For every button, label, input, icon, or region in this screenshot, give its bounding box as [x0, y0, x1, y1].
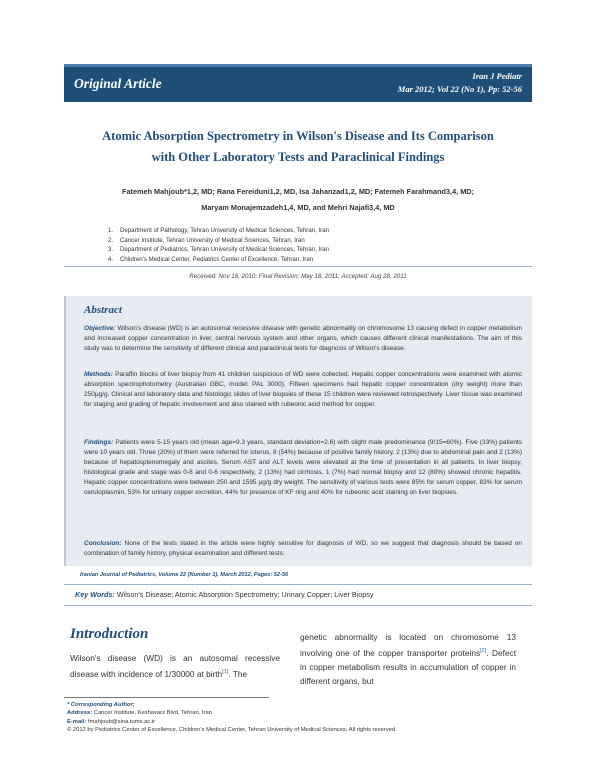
- email-link[interactable]: fmahjoub@sina.tums.ac.ir: [87, 718, 156, 725]
- reference-link[interactable]: [2]: [480, 648, 487, 654]
- abstract-findings: [84, 438, 522, 498]
- authors-line-2: Maryam Monajemzadeh1,4, MD, and Mehri Najafi3,4, MD: [201, 203, 395, 212]
- introduction-right-column: [300, 630, 516, 688]
- journal-banner: [64, 64, 532, 102]
- keywords-top-rule: [64, 584, 532, 585]
- journal-name: Iran J Pediatr: [472, 71, 522, 81]
- affiliation-item: [108, 255, 528, 265]
- introduction-left-column: [70, 651, 280, 681]
- footnote-rule: [64, 697, 269, 698]
- address-text: Cancer Institute, Keshavarz Blvd, Tehran, Iran: [93, 710, 212, 717]
- affiliation-text: Cancer Institute, Tehran University of Medical Sciences, Tehran, Iran: [120, 236, 305, 244]
- intro-right-text-1: genetic abnormality is located on chromosome 13 involving one of the copper transporter proteins: [300, 632, 516, 658]
- keywords-label: Key Words:: [75, 590, 115, 599]
- findings-label: Findings:: [84, 439, 114, 446]
- title-line-2: with Other Laboratory Tests and Paraclinical Findings: [151, 150, 445, 164]
- journal-citation: Iranian Journal of Pediatrics, Volume 22 (Number 1), March 2012, Pages: 52-56: [80, 572, 289, 578]
- conclusion-text: None of the tests stated in the article were highly sensitive for diagnosis of WD, so we suggest that diagnosis should be based on combination of family history, physical examination and different tests.: [84, 540, 523, 557]
- keywords-bottom-rule: [64, 605, 532, 606]
- email-label: E-mail:: [67, 718, 87, 725]
- footnotes: [67, 701, 397, 735]
- abstract-box: [64, 296, 532, 566]
- address-label: Address:: [67, 710, 93, 717]
- abstract-heading: Abstract: [84, 304, 122, 316]
- affiliation-item: [108, 226, 528, 236]
- affiliation-item: [108, 236, 528, 246]
- affiliation-number: 3.: [108, 246, 114, 253]
- objective-text: Wilson's disease (WD) is an autosomal recessive disease with genetic abnormality on chromosome 13 causing defect in copper metabolism and increased copper concentration in liver, central nervous system and other organs, which causes different clinical manifestations. The aim of this study was to determine the sensitivity of different clinical and paraclinical tests for diagnosis of Wilson's disease.: [84, 325, 522, 352]
- affiliation-number: 1.: [108, 227, 114, 234]
- reference-link[interactable]: [1]: [222, 669, 229, 675]
- methods-text: Paraffin blocks of liver biopsy from 41 children suspicious of WD were collected. Hepatic copper concentrations were examined with atomic absorption spectrophotometry (Australian GBC, model: PAL 3000). Fifteen specimens had hepatic copper concentration (dry weight) more than 250μg/g. Clinical and laboratory data and histologic slides of liver biopsies of these 15 children were reviewed retrospectively. Liver tissue was examined for staging and grading of hepatic involvement and also stained with rubeonic acid method for copper.: [84, 371, 522, 408]
- paper-title: [64, 126, 532, 168]
- section-divider: [64, 266, 532, 267]
- findings-text: Patients were 5-15 years old (mean age=9.3 years, standard deviation=2.6) with slight male predominance (9/15=60%). Five (33%) patients were 10 years old. Three (20%) of them were referred for icterus, 8 (54%) because of positive family history, 2 (13%) due to abdominal pain and 2 (13%) because of hepatosplenomegaly and ascites. Serum AST and ALT levels were elevated at the time of presentation in all patients. In liver biopsy, histological grade and stage was 0-8 and 0-6 respectively, 2 (13%) had cirrhosis, 1 (7%) had normal biopsy and 12 (80%) showed chronic hepatitis. Hepatic copper concentrations were between 250 and 1595 μg/g dry weight. The sensitivity of various tests were 85% for serum copper, 83% for serum ceruloplasmin, 53% for urinary copper excretion, 44% for presence of KF ring and 40% for rubeonic acid staining on liver biopsies.: [84, 439, 522, 496]
- keywords: [75, 590, 373, 599]
- affiliation-list: [108, 226, 528, 264]
- journal-info: [398, 70, 522, 96]
- affiliation-text: Children's Medical Center, Pediatrics Center of Excellence, Tehran, Iran: [120, 255, 314, 263]
- submission-dates: Received: Nov 18, 2010; Final Revision: May 18, 2011; Accepted: Aug 28, 2011: [189, 273, 407, 280]
- author-email: [67, 718, 397, 726]
- conclusion-label: Conclusion:: [84, 540, 122, 547]
- intro-left-tail: . The: [228, 668, 248, 679]
- keywords-text: Wilson's Disease; Atomic Absorption Spectrometry; Urinary Copper; Liver Biopsy: [116, 590, 374, 599]
- intro-left-text: Wilson's disease (WD) is an autosomal recessive disease with incidence of 1/30000 at birth: [70, 653, 280, 679]
- abstract-methods: [84, 370, 522, 410]
- title-line-1: Atomic Absorption Spectrometry in Wilson's Disease and Its Comparison: [102, 129, 494, 143]
- intro-right-text-2: . Defect in copper metabolism results in accumulation of copper in different organs, but: [300, 647, 516, 686]
- article-type: Original Article: [74, 76, 162, 91]
- affiliation-text: Department of Pediatrics, Tehran University of Medical Sciences, Tehran, Iran: [120, 246, 330, 253]
- author-list: [64, 184, 532, 216]
- affiliation-number: 4.: [108, 255, 114, 263]
- authors-line-1: Fatemeh Mahjoub*1,2, MD; Rana Fereiduni1,2, MD, Isa Jahanzad1,2, MD; Fatemeh Farahmand3,4, MD;: [122, 187, 474, 196]
- introduction-heading: Introduction: [70, 626, 149, 642]
- journal-issue: Mar 2012; Vol 22 (No 1), Pp: 52-56: [397, 84, 522, 94]
- abstract-conclusion: [84, 539, 522, 559]
- corresponding-author-label: * Corresponding Author;: [67, 702, 135, 708]
- methods-label: Methods:: [84, 371, 113, 378]
- affiliation-number: 2.: [108, 236, 114, 244]
- objective-label: Objective:: [84, 325, 116, 332]
- affiliation-text: Department of Pathology, Tehran University of Medical Sciences, Tehran, Iran: [120, 227, 329, 234]
- abstract-objective: [84, 324, 522, 354]
- copyright-notice: © 2012 by Pediatrics Center of Excellence, Children's Medical Center, Tehran University of Medical Sciences, All rights reserved.: [67, 727, 397, 734]
- affiliation-item: [108, 245, 528, 255]
- author-address: [67, 709, 397, 717]
